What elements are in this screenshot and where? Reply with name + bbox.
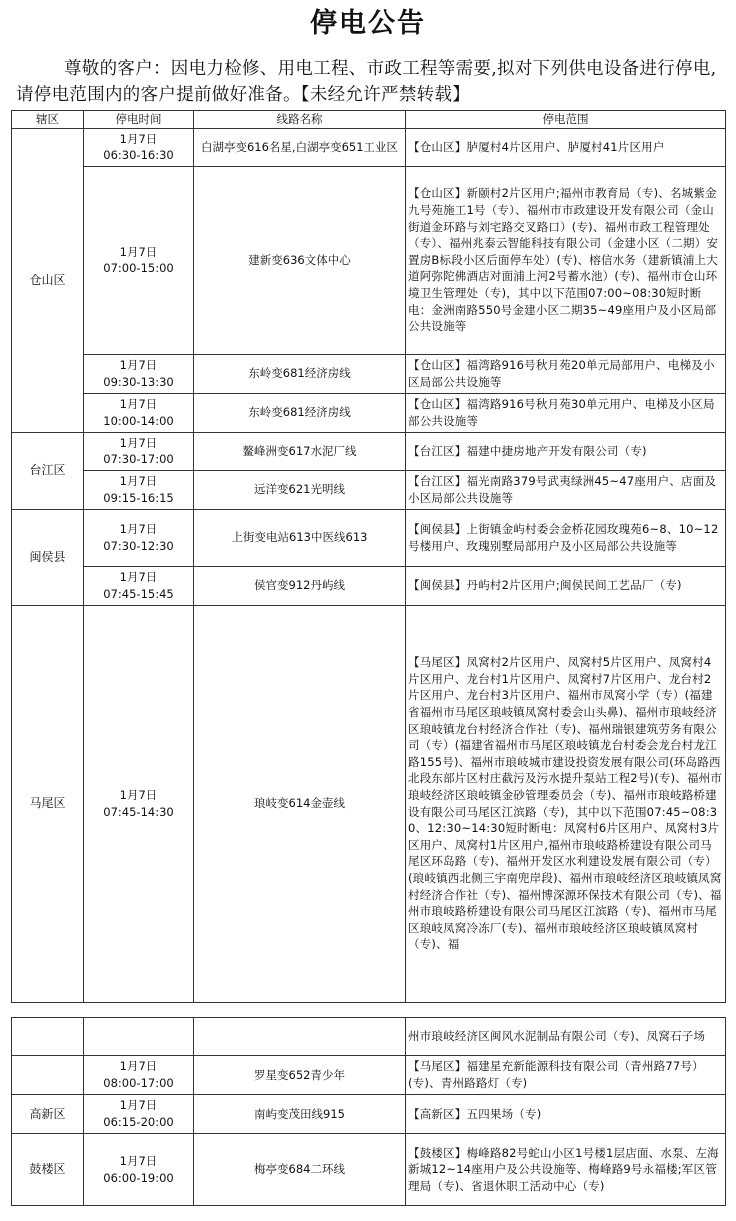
district-cell: 马尾区 [12, 605, 84, 1002]
scope-cell: 【仓山区】福湾路916号秋月苑20单元局部用户、电梯及小区局部公共设施等 [406, 354, 726, 393]
time-cell: 1月7日 07:30-12:30 [84, 509, 194, 566]
time-cell: 1月7日 08:00-17:00 [84, 1056, 194, 1095]
line-cell: 东岭变681经济房线 [194, 354, 406, 393]
scope-cell: 【闽侯县】丹屿村2片区用户;闽侯民间工艺品厂（专) [406, 566, 726, 605]
header-line: 线路名称 [194, 111, 406, 129]
district-cell [12, 1018, 84, 1056]
district-cell: 闽侯县 [12, 509, 84, 605]
line-cell: 梅亭变684二环线 [194, 1134, 406, 1206]
scope-cell: 【高新区】五四果场（专) [406, 1095, 726, 1134]
time-cell: 1月7日 07:45-15:45 [84, 566, 194, 605]
header-district: 辖区 [12, 111, 84, 129]
table-row [12, 128, 726, 166]
table-row [12, 166, 726, 354]
scope-cell: 【台江区】福建中捷房地产开发有限公司（专) [406, 432, 726, 470]
time-cell: 1月7日 09:15-16:15 [84, 470, 194, 509]
table-row [12, 1134, 726, 1206]
scope-cell: 【马尾区】福建星充新能源科技有限公司（青州路77号）(专)、青州路路灯（专) [406, 1056, 726, 1095]
line-cell [194, 1018, 406, 1056]
table-row [12, 432, 726, 470]
scope-cell: 【马尾区】凤窝村2片区用户、凤窝村5片区用户、凤窝村4片区用户、龙台村1片区用户、凤窝村7片区用户、龙台村2片区用户、龙台村3片区用户、福州市凤窝小学（专）(福建省福州市马尾区琅岐镇凤窝村委会山头鼻)、福州市琅岐经济区琅岐镇龙台村经济合作社（专)、福州瑞银建筑劳务有限公司（专）(福建省福州市马尾区琅岐镇龙台村委会龙台村龙江路155号)、福州市琅岐城市建设投资发展有限公司(环岛路西北段东部片区村庄截污及污水提升泵站工程2号)(专)、福州市琅岐经济区琅岐镇金砂管理委员会（专)、福州市琅岐路桥建设有限公司马尾区江滨路（专)，其中以下范围07:45~08:30、12:30~14:30短时断电：凤窝村6片区用户、凤窝村3片区用户、凤窝村1片区用户,福州市琅岐路桥建设有限公司马尾区环岛路（专)、福州开发区水利建设发展有限公司（专）(琅岐镇西北侧三宇南兜岸段)、福州市琅岐经济区琅岐镇凤窝村经济合作社（专)、福州博深源环保技术有限公司（专)、福州市琅岐路桥建设有限公司马尾区江滨路（专)、福州市马尾区琅岐凤窝冷冻厂(专)、福州市琅岐经济区琅岐镇凤窝村（专)、福 [406, 605, 726, 1002]
time-cell: 1月7日 06:15-20:00 [84, 1095, 194, 1134]
district-cell: 仓山区 [12, 128, 84, 432]
line-cell: 侯官变912丹屿线 [194, 566, 406, 605]
district-cell: 台江区 [12, 432, 84, 509]
district-cell [12, 1056, 84, 1095]
table-row [12, 509, 726, 566]
line-cell: 鳌峰洲变617水泥厂线 [194, 432, 406, 470]
line-cell: 建新变636文体中心 [194, 166, 406, 354]
scope-cell: 【仓山区】福湾路916号秋月苑30单元用户、电梯及小区局部公共设施等 [406, 393, 726, 432]
time-cell: 1月7日 07:00-15:00 [84, 166, 194, 354]
line-cell: 琅岐变614金壶线 [194, 605, 406, 1002]
table-row [12, 393, 726, 432]
table-row [12, 566, 726, 605]
line-cell: 罗星变652青少年 [194, 1056, 406, 1095]
line-cell: 南屿变茂田线915 [194, 1095, 406, 1134]
table-row [12, 605, 726, 1002]
outage-table-continued [11, 1017, 726, 1206]
time-cell: 1月7日 06:30-16:30 [84, 128, 194, 166]
time-cell: 1月7日 07:45-14:30 [84, 605, 194, 1002]
scope-cell: 【仓山区】新颐村2片区用户;福州市教育局（专)、名城紫金九号苑施工1号（专）、福州市市政建设开发有限公司（金山街道金环路与刘宅路交叉路口）(专)、福州市政工程管理处（专）、福州兆泰云智能科技有限公司（金建小区（二期）安置房B标段小区后面停车处）(专)、榕信水务（建新镇浦上大道阿弥陀佛酒店对面浦上河2号蓄水池）(专)、福州市仓山环境卫生管理处（专)，其中以下范围07:00~08:30短时断电：金洲南路550号金建小区二期35~49座用户及小区局部公共设施等 [406, 166, 726, 354]
time-cell: 1月7日 10:00-14:00 [84, 393, 194, 432]
scope-cell: 【闽侯县】上街镇金屿村委会金桥花园玫瑰苑6~8、10~12号楼用户、玫瑰别墅局部用户及小区局部公共设施等 [406, 509, 726, 566]
district-cell: 鼓楼区 [12, 1134, 84, 1206]
line-cell: 白湖亭变616名星,白湖亭变651工业区 [194, 128, 406, 166]
table-header-row [12, 111, 726, 129]
line-cell: 上街变电站613中医线613 [194, 509, 406, 566]
time-cell: 1月7日 06:00-19:00 [84, 1134, 194, 1206]
page-title: 停电公告 [310, 8, 426, 39]
intro-paragraph: 尊敬的客户：因电力检修、用电工程、市政工程等需要,拟对下列供电设备进行停电,请停电范围内的客户提前做好准备。【未经允许严禁转载】 [16, 59, 717, 105]
scope-cell: 州市琅岐经济区闽风水泥制品有限公司（专)、凤窝石子场 [406, 1018, 726, 1056]
table-row [12, 354, 726, 393]
district-cell: 高新区 [12, 1095, 84, 1134]
outage-table [11, 110, 726, 1003]
header-scope: 停电范围 [406, 111, 726, 129]
table-row [12, 1056, 726, 1095]
line-cell: 东岭变681经济房线 [194, 393, 406, 432]
table-row [12, 1018, 726, 1056]
time-cell: 1月7日 09:30-13:30 [84, 354, 194, 393]
scope-cell: 【仓山区】胪厦村4片区用户、胪厦村41片区用户 [406, 128, 726, 166]
time-cell: 1月7日 07:30-17:00 [84, 432, 194, 470]
scope-cell: 【鼓楼区】梅峰路82号蛇山小区1号楼1层店面、水泵、左海新城12~14座用户及公共设施等、梅峰路9号永福楼;军区管理局（专)、省退休职工活动中心（专) [406, 1134, 726, 1206]
table-row [12, 1095, 726, 1134]
time-cell [84, 1018, 194, 1056]
table-row [12, 470, 726, 509]
line-cell: 远洋变621光明线 [194, 470, 406, 509]
header-time: 停电时间 [84, 111, 194, 129]
scope-cell: 【台江区】福光南路379号武夷绿洲45~47座用户、店面及小区局部公共设施等 [406, 470, 726, 509]
